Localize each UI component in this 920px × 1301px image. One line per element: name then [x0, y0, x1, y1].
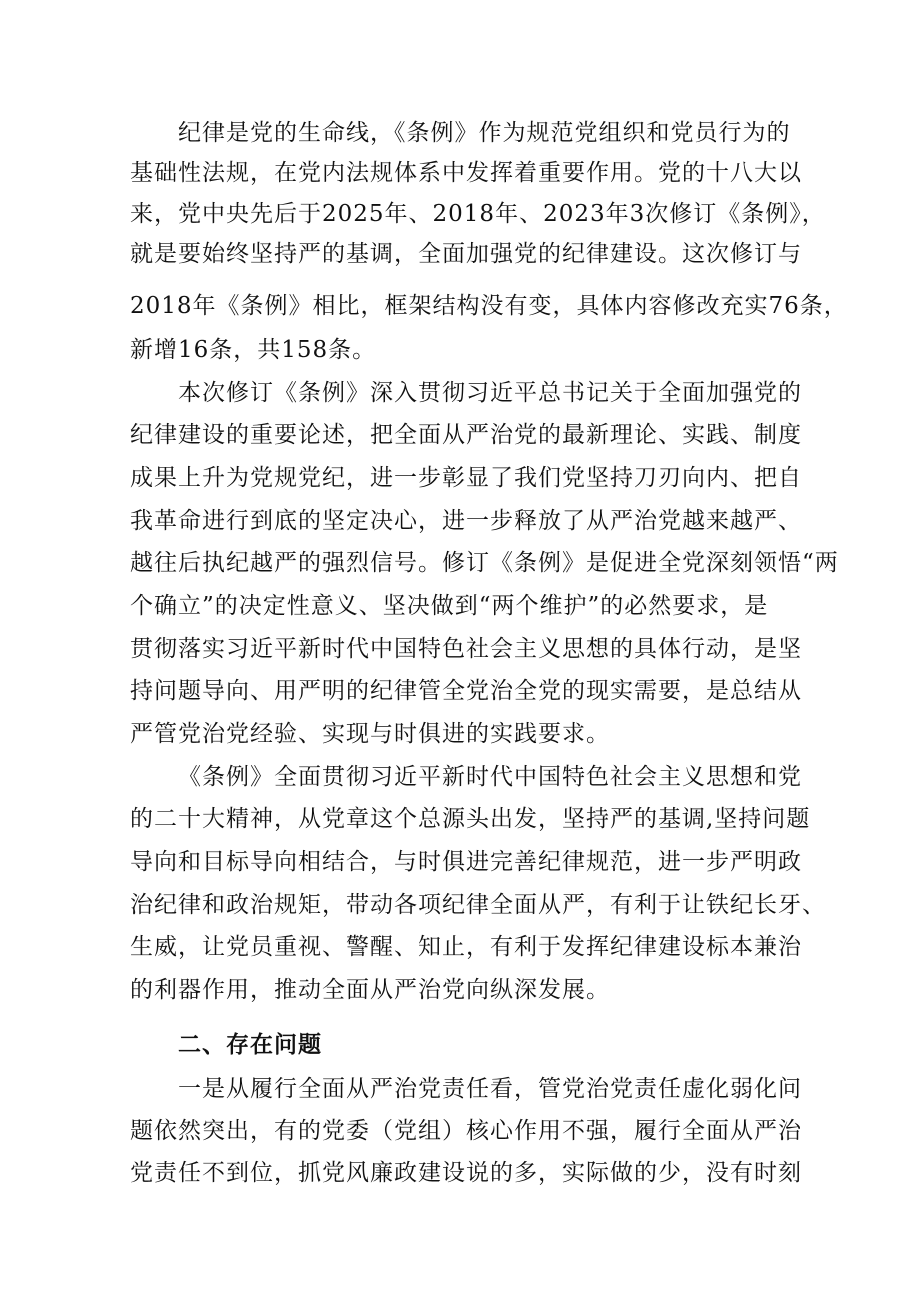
- paragraph-1-line-1: 纪律是党的生命线，《条例》作为规范党组织和党员行为的: [178, 120, 791, 146]
- paragraph-4-line-2: 题依然突出，有的党委（党组）核心作用不强，履行全面从严治: [130, 1118, 802, 1144]
- paragraph-3-line-1: 《条例》全面贯彻习近平新时代中国特色社会主义思想和党: [178, 764, 802, 790]
- paragraph-1-line-4: 就是要始终坚持严的基调，全面加强党的纪律建设。这次修订与: [130, 241, 802, 267]
- paragraph-1-line-5: 2018年《条例》相比，框架结构没有变，具体内容修改充实76条，: [130, 293, 848, 319]
- paragraph-3-line-4: 治纪律和政治规矩，带动各项纪律全面从严，有利于让铁纪长牙、: [130, 892, 826, 918]
- section-heading: 二、存在问题: [178, 1032, 322, 1058]
- paragraph-2-line-9: 严管党治党经验、实现与时俱进的实践要求。: [130, 721, 610, 747]
- paragraph-2-line-4: 我革命进行到底的坚定决心，进一步释放了从严治党越来越严、: [130, 508, 802, 534]
- paragraph-3-line-2: 的二十大精神，从党章这个总源头出发，坚持严的基调,坚持问题: [130, 806, 811, 832]
- paragraph-2-line-7: 贯彻落实习近平新时代中国特色社会主义思想的具体行动，是坚: [130, 636, 802, 662]
- paragraph-1-line-3: 来，党中央先后于2025年、2018年、2023年3次修订《条例》，: [130, 201, 826, 227]
- paragraph-2-line-3: 成果上升为党规党纪，进一步彰显了我们党坚持刀刃向内、把自: [130, 465, 802, 491]
- paragraph-2-line-5: 越往后执纪越严的强烈信号。修订《条例》是促进全党深刻领悟“两: [130, 550, 839, 576]
- paragraph-3-line-6: 的利器作用，推动全面从严治党向纵深发展。: [130, 977, 610, 1003]
- paragraph-4-line-3: 党责任不到位，抓党风廉政建设说的多，实际做的少，没有时刻: [130, 1160, 802, 1186]
- paragraph-3-line-3: 导向和目标导向相结合，与时俱进完善纪律规范，进一步严明政: [130, 849, 802, 875]
- paragraph-1-line-2: 基础性法规，在党内法规体系中发挥着重要作用。党的十八大以: [130, 160, 802, 186]
- paragraph-3-line-5: 生威，让党员重视、警醒、知止，有利于发挥纪律建设标本兼治: [130, 934, 802, 960]
- paragraph-2-line-2: 纪律建设的重要论述，把全面从严治党的最新理论、实践、制度: [130, 422, 802, 448]
- paragraph-1-line-6: 新增16条，共158条。: [130, 337, 377, 363]
- paragraph-4-line-1: 一是从履行全面从严治党责任看，管党治党责任虚化弱化问: [178, 1076, 802, 1102]
- paragraph-2-line-8: 持问题导向、用严明的纪律管全党治全党的现实需要，是总结从: [130, 678, 802, 704]
- paragraph-2-line-1: 本次修订《条例》深入贯彻习近平总书记关于全面加强党的: [178, 380, 802, 406]
- paragraph-2-line-6: 个确立”的决定性意义、坚决做到“两个维护”的必然要求，是: [130, 593, 769, 619]
